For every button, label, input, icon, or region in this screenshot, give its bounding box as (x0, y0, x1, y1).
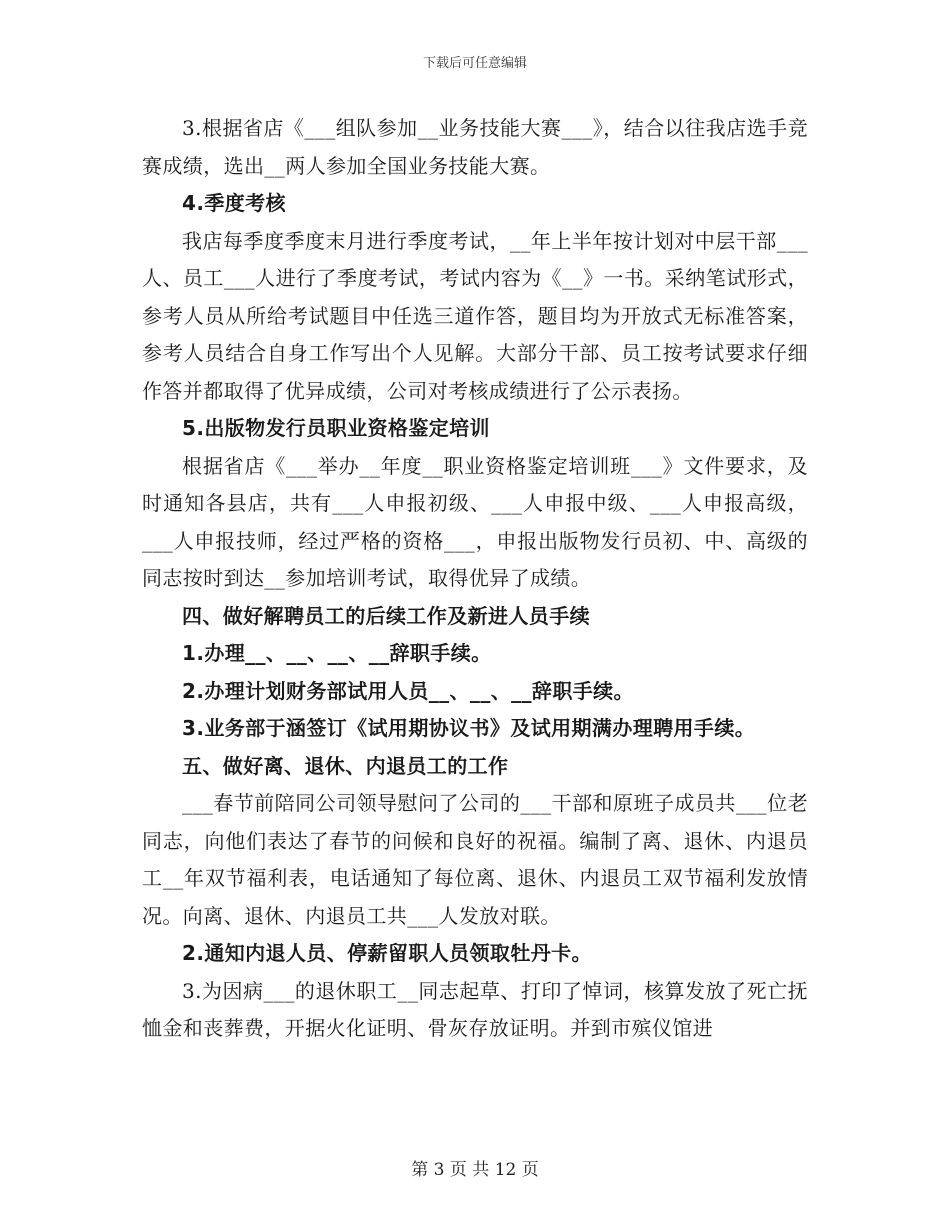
item-peony-card-notice: 2.通知内退人员、停薪留职人员领取牡丹卡。 (182, 941, 592, 965)
paragraph-skills-competition: 3.根据省店《___组队参加__业务技能大赛___》，结合以往我店选手竞赛成绩，选出__两人参加全国业务技能大赛。 (142, 116, 808, 178)
paragraph-funeral-arrangements: 3.为因病___的退休职工__同志起草、打印了悼词，核算发放了死亡抚恤金和丧葬费，开据火化证明、骨灰存放证明。并到市殡仪馆进 (142, 978, 808, 1040)
heading-qualification-training: 5.出版物发行员职业资格鉴定培训 (182, 416, 490, 440)
item-finance-trial-resignation: 2.办理计划财务部试用人员__、__、__辞职手续。 (182, 678, 634, 703)
heading-quarterly-assessment: 4.季度考核 (182, 191, 286, 215)
paragraph-quarterly-exam: 我店每季度季度末月进行季度考试，__年上半年按计划对中层干部___人、员工___人进行了季度考试，考试内容为《__》一书。采纳笔试形式，参考人员从所给考试题目中任选三道作答，题目均为开放式无标准答案，参考人员结合自身工作写出个人见解。大部分干部、员工按考试要求仔细作答并都取得了优异成绩，公司对考核成绩进行了公示表扬。 (142, 228, 808, 403)
document-body (142, 110, 808, 1048)
paragraph-spring-festival-visits: ___春节前陪同公司领导慰问了公司的___干部和原班子成员共___位老同志，向他们表达了春节的问候和良好的祝福。编制了离、退休、内退员工__年双节福利表，电话通知了每位离、退休、内退员工双节福利发放情况。向离、退休、内退员工共___人发放对联。 (142, 791, 808, 928)
item-probation-agreement: 3.业务部于涵签订《试用期协议书》及试用期满办理聘用手续。 (182, 716, 756, 740)
header-note: 下载后可任意编辑 (422, 56, 527, 71)
section-heading-dismissal-onboarding: 四、做好解聘员工的后续工作及新进人员手续 (182, 603, 590, 628)
section-heading-retired-staff: 五、做好离、退休、内退员工的工作 (182, 753, 509, 778)
paragraph-qualification-training: 根据省店《___举办__年度__职业资格鉴定培训班___》文件要求，及时通知各县店，共有___人申报初级、___人申报中级、___人申报高级，___人申报技师，经过严格的资格___，申报出版物发行员初、中、高级的同志按时到达__参加培训考试，取得优异了成绩。 (142, 453, 808, 590)
page-number: 第 3 页 共 12 页 (411, 1160, 539, 1180)
item-resignation-procedures: 1.办理__、__、__、__辞职手续。 (182, 641, 492, 665)
